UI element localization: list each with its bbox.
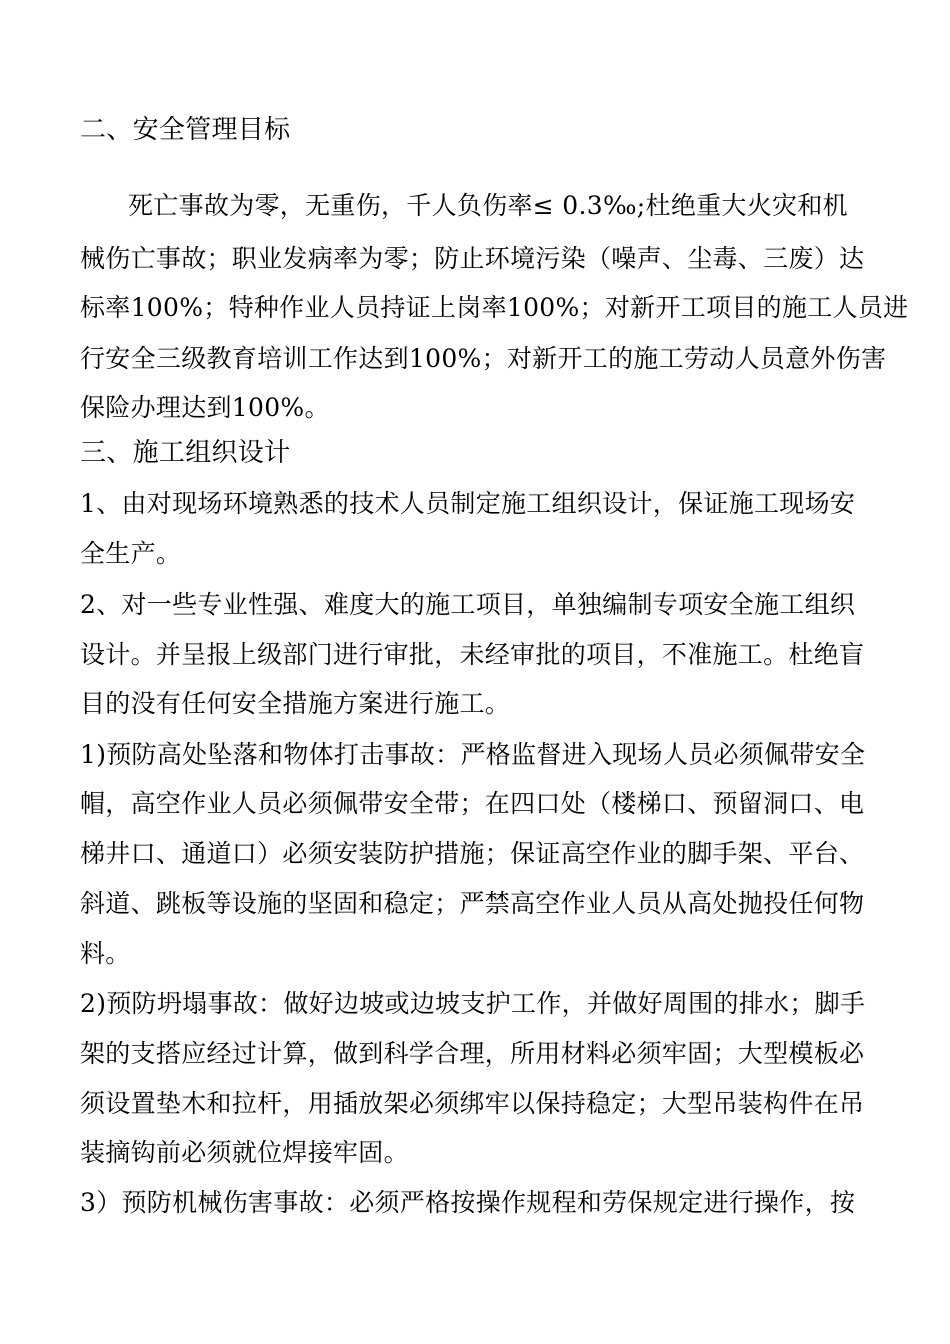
paragraph-line: 设计。并呈报上级部门进行审批，未经审批的项目，不准施工。杜绝盲 [80, 640, 865, 669]
paragraph-line: 1)预防高处坠落和物体打击事故：严格监督进入现场人员必须佩带安全 [80, 740, 866, 769]
paragraph-line: 死亡事故为零，无重伤，千人负伤率≤ 0.3‰;杜绝重大火灾和机 [128, 191, 848, 220]
paragraph-line: 架的支搭应经过计算，做到科学合理，所用材料必须牢固；大型模板必 [80, 1039, 865, 1068]
paragraph-line: 梯井口、通道口）必须安装防护措施；保证高空作业的脚手架、平台、 [80, 839, 865, 868]
paragraph-line: 标率100%；特种作业人员持证上岗率100%；对新开工项目的施工人员进 [80, 293, 909, 322]
paragraph-line: 斜道、跳板等设施的坚固和稳定；严禁高空作业人员从高处抛投任何物 [80, 889, 865, 918]
paragraph-line: 2、对一些专业性强、难度大的施工项目，单独编制专项安全施工组织 [80, 590, 856, 619]
paragraph-line: 目的没有任何安全措施方案进行施工。 [80, 689, 511, 718]
paragraph-line: 2)预防坍塌事故：做好边坡或边坡支护工作，并做好周围的排水；脚手 [80, 989, 866, 1018]
paragraph-line: 3）预防机械伤害事故：必须严格按操作规程和劳保规定进行操作，按 [80, 1188, 856, 1217]
paragraph-line: 装摘钩前必须就位焊接牢固。 [80, 1138, 409, 1167]
paragraph-line: 行安全三级教育培训工作达到100%；对新开工的施工劳动人员意外伤害 [80, 344, 887, 373]
paragraph-line: 全生产。 [80, 539, 182, 568]
paragraph-line: 械伤亡事故；职业发病率为零；防止环境污染（噪声、尘毒、三废）达 [80, 244, 865, 273]
paragraph-line: 帽，高空作业人员必须佩带安全带；在四口处（楼梯口、预留洞口、电 [80, 789, 865, 818]
paragraph-line: 1、由对现场环境熟悉的技术人员制定施工组织设计，保证施工现场安 [80, 489, 856, 518]
paragraph-line: 保险办理达到100%。 [80, 393, 330, 422]
section-heading-construction-design: 三、施工组织设计 [80, 438, 291, 468]
section-heading-safety-goals: 二、安全管理目标 [80, 115, 291, 145]
paragraph-line: 须设置垫木和拉杆，用插放架必须绑牢以保持稳定；大型吊装构件在吊 [80, 1089, 865, 1118]
paragraph-line: 料。 [80, 939, 131, 968]
